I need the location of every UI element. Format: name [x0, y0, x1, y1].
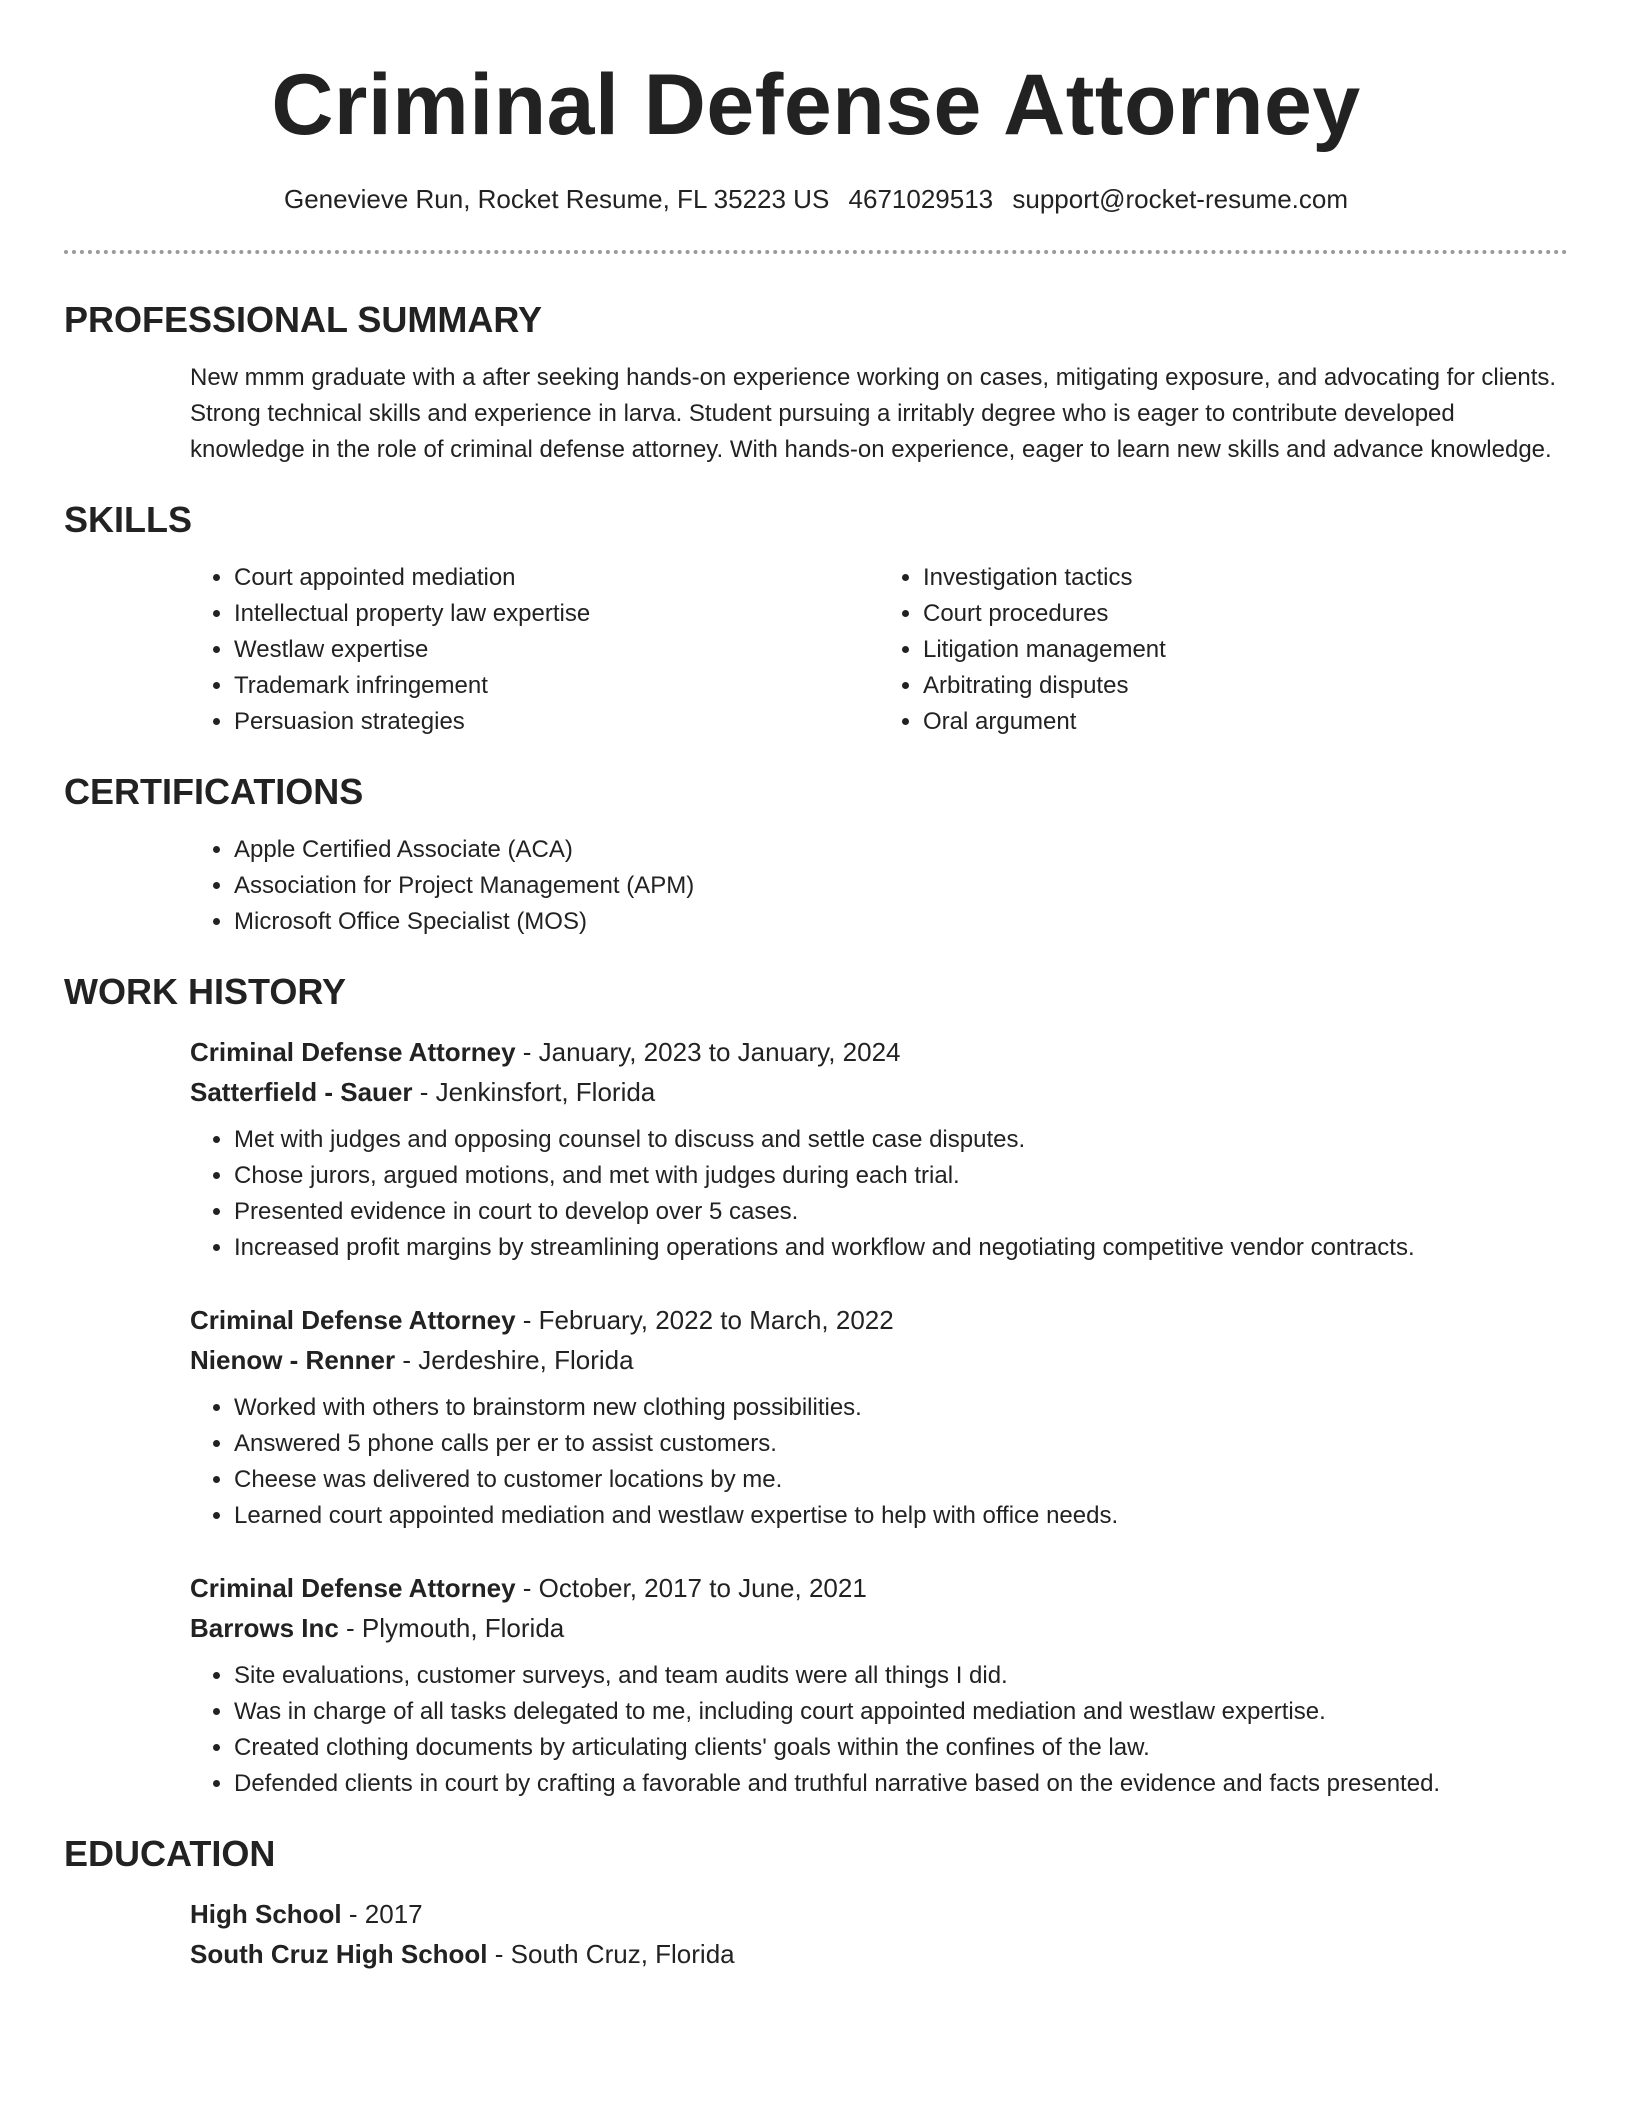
- education-degree: High School: [190, 1899, 342, 1929]
- header-divider: [64, 250, 1568, 254]
- job-entry: [190, 1300, 1568, 1534]
- certification-item: • Apple Certified Associate (ACA): [234, 832, 1568, 868]
- job-bullet: • Was in charge of all tasks delegated to me, including court appointed mediation and westlaw expertise.: [234, 1694, 1568, 1730]
- job-role: Criminal Defense Attorney: [190, 1573, 516, 1603]
- summary-text: New mmm graduate with a after seeking hands-on experience working on cases, mitigating exposure, and advocating for clients. Strong technical skills and experience in larva. Student pursuing a irritably degree who is eager to contribute developed knowledge in the role of criminal defense attorney. With hands-on experience, eager to learn new skills and advance knowledge.: [190, 364, 1557, 463]
- job-company: Barrows Inc: [190, 1613, 339, 1643]
- job-bullets: [190, 1390, 1568, 1534]
- job-bullet: • Increased profit margins by streamlining operations and workflow and negotiating competitive vendor contracts.: [234, 1230, 1568, 1266]
- skill-item: • Trademark infringement: [234, 668, 879, 704]
- resume-header: [64, 0, 1568, 216]
- job-company: Satterfield - Sauer: [190, 1077, 413, 1107]
- skill-item: • Court appointed mediation: [234, 560, 879, 596]
- skills-list-right: [879, 560, 1568, 740]
- job-company-line: [190, 1340, 1568, 1380]
- job-bullet: • Defended clients in court by crafting a favorable and truthful narrative based on the evidence and facts presented.: [234, 1766, 1568, 1802]
- certifications-list: [190, 832, 1568, 940]
- job-bullet: • Site evaluations, customer surveys, and team audits were all things I did.: [234, 1658, 1568, 1694]
- job-company: Nienow - Renner: [190, 1345, 396, 1375]
- job-dates: - October, 2017 to June, 2021: [515, 1573, 867, 1603]
- certifications-section: [64, 770, 1568, 940]
- skill-item: • Oral argument: [923, 704, 1568, 740]
- skill-item: • Litigation management: [923, 632, 1568, 668]
- job-company-line: [190, 1072, 1568, 1112]
- skill-item: • Westlaw expertise: [234, 632, 879, 668]
- contact-address: Genevieve Run, Rocket Resume, FL 35223 US: [283, 184, 830, 214]
- education-year: - 2017: [341, 1899, 423, 1929]
- candidate-name: Criminal Defense Attorney: [271, 57, 1361, 153]
- job-bullet: • Met with judges and opposing counsel to discuss and settle case disputes.: [234, 1122, 1568, 1158]
- work-history-heading: WORK HISTORY: [64, 971, 347, 1012]
- job-location: - Jerdeshire, Florida: [395, 1345, 634, 1375]
- job-bullet: • Cheese was delivered to customer locations by me.: [234, 1462, 1568, 1498]
- job-dates: - February, 2022 to March, 2022: [515, 1305, 894, 1335]
- job-bullet: • Worked with others to brainstorm new clothing possibilities.: [234, 1390, 1568, 1426]
- job-title-line: [190, 1300, 1568, 1340]
- contact-phone: 4671029513: [848, 184, 994, 214]
- job-dates: - January, 2023 to January, 2024: [515, 1037, 901, 1067]
- job-bullets: [190, 1658, 1568, 1802]
- job-bullet: • Chose jurors, argued motions, and met with judges during each trial.: [234, 1158, 1568, 1194]
- certification-item: • Association for Project Management (APM): [234, 868, 1568, 904]
- skill-item: • Arbitrating disputes: [923, 668, 1568, 704]
- education-school-line: [190, 1934, 1568, 1974]
- skills-heading: SKILLS: [64, 499, 193, 540]
- job-bullet: • Learned court appointed mediation and westlaw expertise to help with office needs.: [234, 1498, 1568, 1534]
- certifications-heading: CERTIFICATIONS: [64, 771, 364, 812]
- job-role: Criminal Defense Attorney: [190, 1037, 516, 1067]
- job-bullet: • Presented evidence in court to develop over 5 cases.: [234, 1194, 1568, 1230]
- skills-section: [64, 498, 1568, 740]
- job-title-line: [190, 1568, 1568, 1608]
- education-school: South Cruz High School: [190, 1939, 488, 1969]
- skills-grid: [190, 560, 1568, 740]
- job-bullet: • Created clothing documents by articulating clients' goals within the confines of the law.: [234, 1730, 1568, 1766]
- education-section: [64, 1832, 1568, 1974]
- work-history-section: [64, 970, 1568, 1802]
- education-heading: EDUCATION: [64, 1833, 276, 1874]
- job-role: Criminal Defense Attorney: [190, 1305, 516, 1335]
- job-entry: [190, 1032, 1568, 1266]
- job-bullets: [190, 1122, 1568, 1266]
- education-location: - South Cruz, Florida: [487, 1939, 735, 1969]
- job-entry: [190, 1568, 1568, 1802]
- skill-item: • Persuasion strategies: [234, 704, 879, 740]
- summary-heading: PROFESSIONAL SUMMARY: [64, 299, 543, 340]
- skills-list-left: [190, 560, 879, 740]
- job-bullet: • Answered 5 phone calls per er to assist customers.: [234, 1426, 1568, 1462]
- education-degree-line: [190, 1894, 1568, 1934]
- summary-section: [64, 298, 1568, 468]
- certification-item: • Microsoft Office Specialist (MOS): [234, 904, 1568, 940]
- contact-email: support@rocket-resume.com: [1012, 184, 1349, 214]
- skill-item: • Investigation tactics: [923, 560, 1568, 596]
- job-title-line: [190, 1032, 1568, 1072]
- skill-item: • Intellectual property law expertise: [234, 596, 879, 632]
- job-location: - Jenkinsfort, Florida: [412, 1077, 656, 1107]
- skill-item: • Court procedures: [923, 596, 1568, 632]
- contact-line: [64, 182, 1568, 216]
- job-company-line: [190, 1608, 1568, 1648]
- job-location: - Plymouth, Florida: [338, 1613, 565, 1643]
